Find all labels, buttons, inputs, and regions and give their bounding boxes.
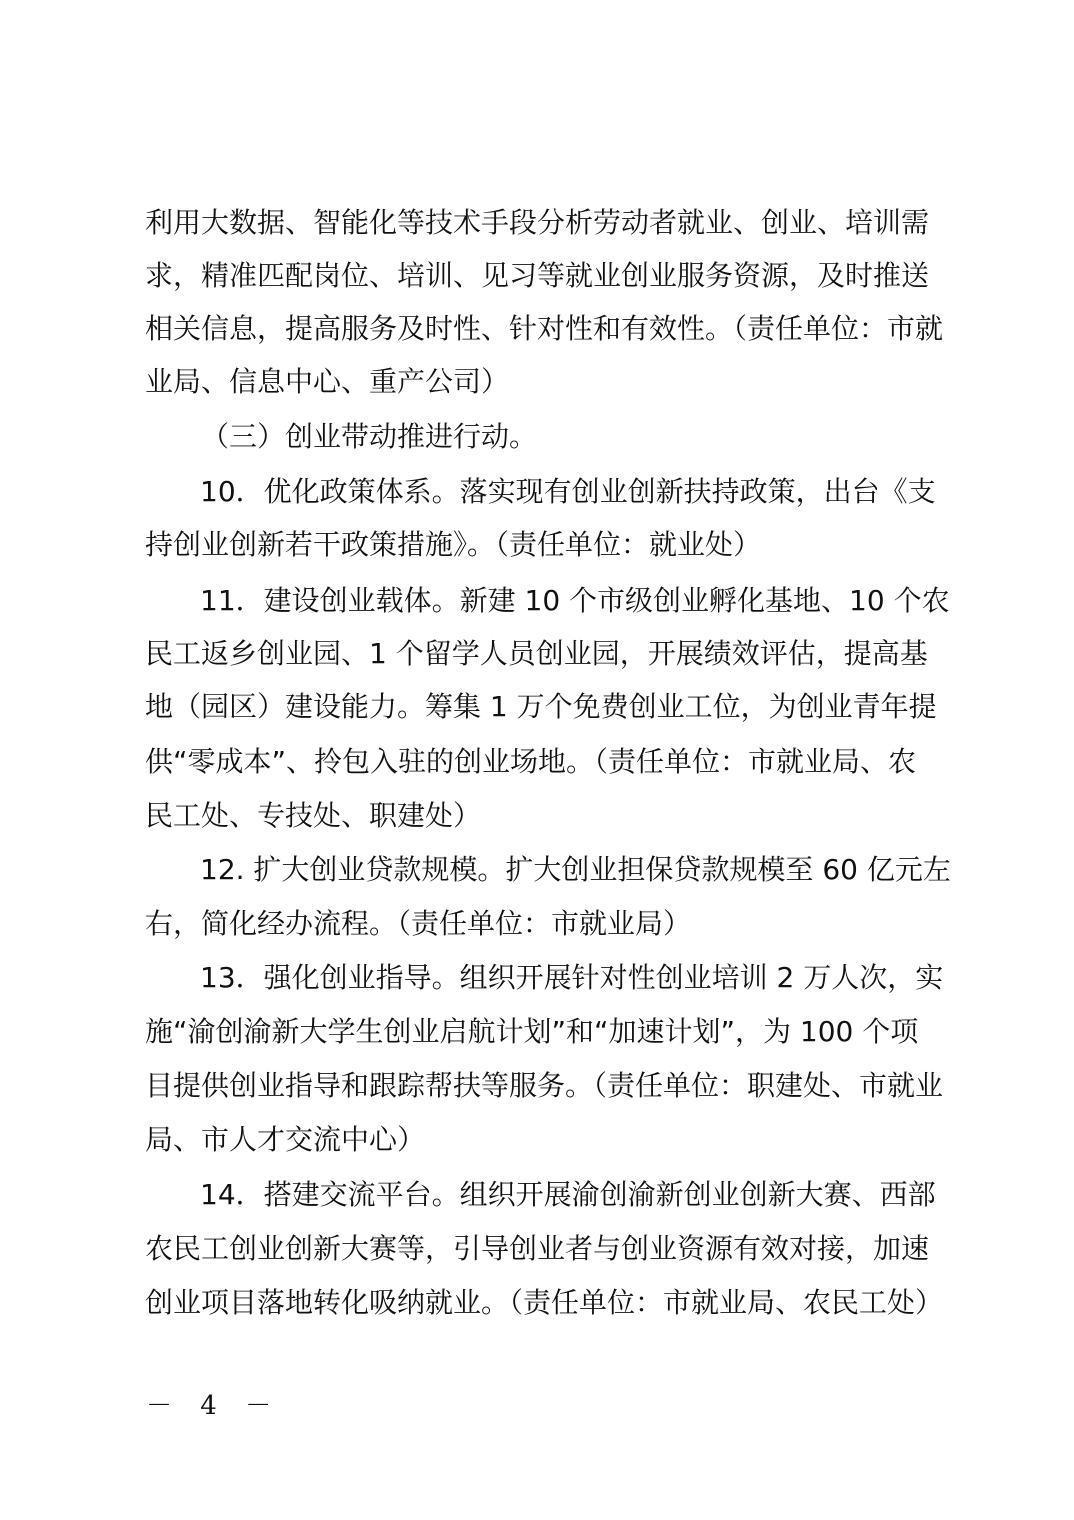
- page-number: － 4 －: [146, 1391, 282, 1421]
- item-13-line: 13．强化创业指导。组织开展针对性创业培训 2 万人次，实: [200, 961, 944, 994]
- body-text-line: 相关信息，提高服务及时性、针对性和有效性。（责任单位：市就: [145, 312, 944, 345]
- item-14-line: 14．搭建交流平台。组织开展渝创渝新创业创新大赛、西部: [200, 1178, 936, 1211]
- body-text-line: 业局、信息中心、重产公司）: [145, 365, 510, 398]
- body-text-line: 施“渝创渝新大学生创业启航计划”和“加速计划”，为 100 个项: [145, 1015, 919, 1048]
- item-10-line: 10．优化政策体系。落实现有创业创新扶持政策，出台《支: [200, 475, 936, 508]
- body-text-line: 供“零成本”、拎包入驻的创业场地。（责任单位：市就业局、农: [145, 745, 917, 778]
- body-text-line: 民工处、专技处、职建处）: [145, 799, 482, 832]
- body-text-line: 持创业创新若干政策措施》。（责任单位：就业处）: [145, 528, 762, 561]
- item-12-line: 12. 扩大创业贷款规模。扩大创业担保贷款规模至 60 亿元左: [200, 853, 951, 886]
- body-text-line: 利用大数据、智能化等技术手段分析劳动者就业、创业、培训需: [145, 206, 930, 239]
- body-text-line: 地（园区）建设能力。筹集 1 万个免费创业工位，为创业青年提: [145, 690, 937, 723]
- item-11-line: 11．建设创业载体。新建 10 个市级创业孵化基地、10 个农: [200, 584, 950, 617]
- body-text-line: 右，简化经办流程。（责任单位：市就业局）: [145, 907, 692, 940]
- body-text-line: 求，精准匹配岗位、培训、见习等就业创业服务资源，及时推送: [145, 259, 930, 292]
- body-text-line: 目提供创业指导和跟踪帮扶等服务。（责任单位：职建处、市就业: [145, 1069, 944, 1102]
- body-text-line: 农民工创业创新大赛等，引导创业者与创业资源有效对接，加速: [145, 1232, 930, 1265]
- section-heading: （三）创业带动推进行动。: [201, 420, 538, 453]
- body-text-line: 局、市人才交流中心）: [145, 1123, 426, 1156]
- body-text-line: 创业项目落地转化吸纳就业。（责任单位：市就业局、农民工处）: [145, 1286, 944, 1319]
- body-text-line: 民工返乡创业园、1 个留学人员创业园，开展绩效评估，提高基: [145, 637, 928, 670]
